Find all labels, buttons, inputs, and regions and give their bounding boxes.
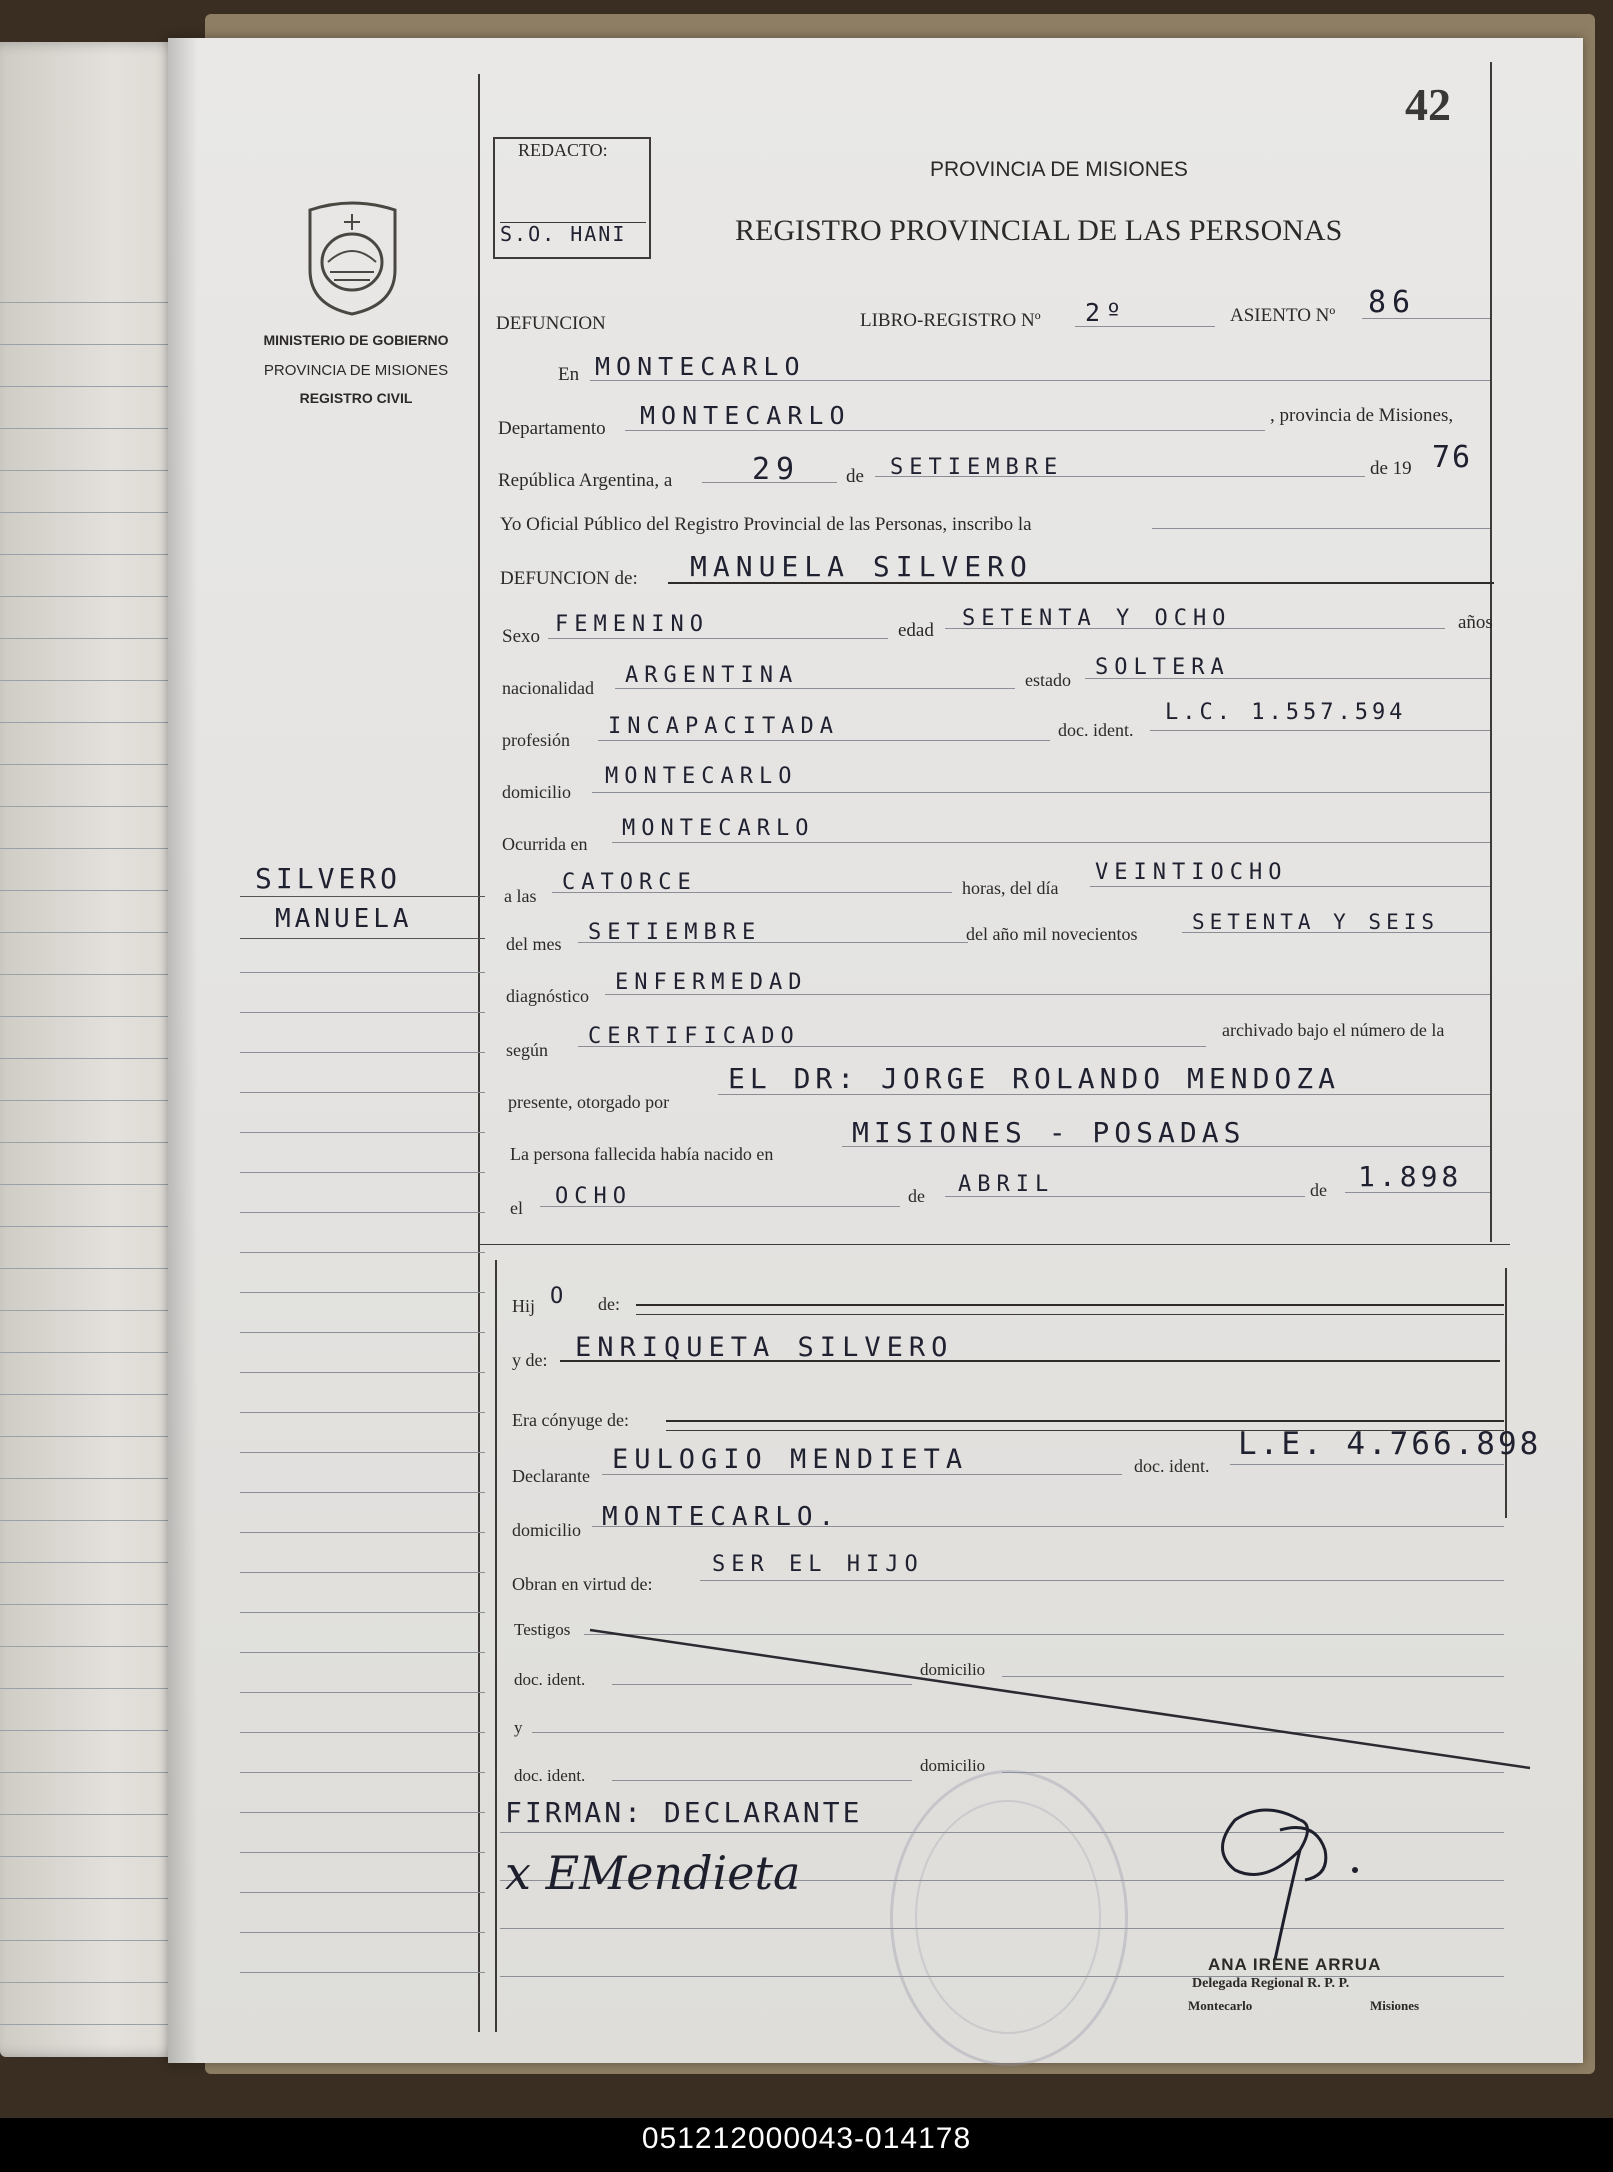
diagnostico-value: ENFERMEDAD — [615, 970, 808, 995]
birth-month-value: ABRIL — [958, 1172, 1055, 1197]
delano-label: del año mil novecientos — [966, 924, 1138, 944]
firman-value: FIRMAN: DECLARANTE — [505, 1796, 863, 1829]
en-label: En — [558, 364, 580, 385]
dom1-label: domicilio — [920, 1660, 986, 1679]
birth-de-label: de — [908, 1186, 925, 1206]
deceased-value: MANUELA SILVERO — [690, 550, 1033, 583]
edad-value: SETENTA Y OCHO — [962, 606, 1232, 631]
ministry-province: PROVINCIA DE MISIONES — [263, 362, 449, 379]
docident-value: L.C. 1.557.594 — [1165, 700, 1407, 725]
departamento-label: Departamento — [498, 418, 606, 439]
libro-value: 2º — [1085, 298, 1128, 327]
margin-note-name: MANUELA — [275, 904, 413, 934]
ocurrida-label: Ocurrida en — [502, 834, 588, 854]
sexo-label: Sexo — [502, 626, 540, 647]
alas-label: a las — [504, 886, 537, 906]
ano-value: SETENTA Y SEIS — [1192, 910, 1440, 934]
profesion-label: profesión — [502, 730, 570, 750]
domicilio-value: MONTECARLO — [605, 764, 798, 789]
official-title: Delegada Regional R. P. P. — [1192, 1976, 1350, 1991]
nacionalidad-value: ARGENTINA — [625, 663, 799, 688]
doc1-label: doc. ident. — [514, 1670, 586, 1689]
registry-heading: REGISTRO PROVINCIAL DE LAS PERSONAS — [735, 214, 1343, 247]
profesion-value: INCAPACITADA — [608, 714, 839, 739]
month-value: SETIEMBRE — [890, 455, 1064, 480]
yde-label: y de: — [512, 1350, 548, 1370]
delmes-label: del mes — [506, 934, 562, 954]
year-suffix: 76 — [1432, 440, 1473, 475]
horas-label: horas, del día — [962, 878, 1059, 898]
estado-value: SOLTERA — [1095, 655, 1230, 680]
anos-label: años — [1458, 612, 1493, 633]
obran-label: Obran en virtud de: — [512, 1574, 653, 1594]
archivado-label: archivado bajo el número de la — [1222, 1020, 1445, 1040]
obran-value: SER EL HIJO — [712, 1552, 924, 1577]
ministry-registry: REGISTRO CIVIL — [299, 390, 413, 406]
page-number: 42 — [1405, 79, 1451, 130]
official-name: ANA IRENE ARRUA — [1208, 1955, 1382, 1974]
edad-label: edad — [898, 620, 934, 641]
decl-domicilio-label: domicilio — [512, 1520, 581, 1540]
official-place-1: Montecarlo — [1188, 1998, 1253, 2013]
asiento-value: 86 — [1368, 285, 1417, 320]
presente-label: presente, otorgado por — [508, 1092, 670, 1112]
declarant-signature: x EMendieta — [505, 1846, 801, 1900]
ministry-title: MINISTERIO DE GOBIERNO — [263, 332, 449, 348]
dom2-label: domicilio — [920, 1756, 986, 1775]
republica-label: República Argentina, a — [498, 470, 673, 491]
day-value: 29 — [752, 452, 801, 487]
el-label: el — [510, 1198, 523, 1218]
mes-value: SETIEMBRE — [588, 920, 762, 945]
en-value: MONTECARLO — [595, 352, 806, 381]
ocurrida-value: MONTECARLO — [622, 816, 815, 841]
hij-de-label: de: — [598, 1294, 620, 1314]
y-label: y — [514, 1718, 523, 1737]
decl-domicilio-value: MONTECARLO. — [602, 1502, 841, 1532]
declarante-doc-value: L.E. 4.766.898 — [1238, 1426, 1542, 1462]
provincia-label: , provincia de Misiones, — [1270, 405, 1454, 426]
declarante-value: EULOGIO MENDIETA — [612, 1444, 969, 1475]
defuncion-de-label: DEFUNCION de: — [500, 568, 638, 589]
official-signature-icon — [1205, 1790, 1385, 1980]
dia-value: VEINTIOCHO — [1095, 860, 1288, 885]
doc2-label: doc. ident. — [514, 1766, 586, 1785]
libro-label: LIBRO-REGISTRO Nº — [860, 310, 1041, 331]
official-stamp-inner — [915, 1800, 1101, 2034]
province-heading: PROVINCIA DE MISIONES — [930, 158, 1188, 181]
nacido-label: La persona fallecida había nacido en — [510, 1144, 774, 1164]
domicilio-label: domicilio — [502, 782, 571, 802]
conyuge-label: Era cónyuge de: — [512, 1410, 629, 1430]
segun-value: CERTIFICADO — [588, 1024, 800, 1049]
departamento-value: MONTECARLO — [640, 401, 851, 430]
sexo-value: FEMENINO — [555, 612, 709, 637]
declarante-doc-label: doc. ident. — [1134, 1456, 1210, 1476]
nacionalidad-label: nacionalidad — [502, 678, 594, 698]
oficial-text: Yo Oficial Público del Registro Provincial de las Personas, inscribo la — [500, 514, 1032, 535]
docident-label: doc. ident. — [1058, 720, 1134, 740]
year-prefix: de 19 — [1370, 458, 1412, 479]
asiento-label: ASIENTO Nº — [1230, 305, 1336, 326]
testigos-label: Testigos — [514, 1620, 571, 1639]
date-de-label: de — [846, 466, 864, 487]
type-label: DEFUNCION — [496, 313, 606, 334]
diagnostico-label: diagnóstico — [506, 986, 589, 1006]
redacto-label: REDACTO: — [518, 140, 608, 160]
segun-label: según — [506, 1040, 548, 1060]
hij-label: Hij — [512, 1296, 536, 1316]
alas-value: CATORCE — [562, 870, 697, 895]
estado-label: estado — [1025, 670, 1071, 690]
declarante-label: Declarante — [512, 1466, 590, 1486]
mother-value: ENRIQUETA SILVERO — [575, 1332, 954, 1363]
official-place-2: Misiones — [1370, 1998, 1420, 2013]
birth-year-label: de — [1310, 1180, 1327, 1200]
birth-year-value: 1.898 — [1358, 1160, 1463, 1193]
hij-suffix: O — [550, 1284, 564, 1309]
image-id: 051212000043-014178 — [641, 2122, 972, 2155]
birth-day-value: OCHO — [555, 1184, 632, 1209]
presente-value: EL DR: JORGE ROLANDO MENDOZA — [728, 1062, 1341, 1095]
redacto-value: S.O. HANI — [500, 222, 627, 246]
nacido-value: MISIONES - POSADAS — [852, 1116, 1246, 1149]
margin-note-surname: SILVERO — [255, 862, 402, 895]
